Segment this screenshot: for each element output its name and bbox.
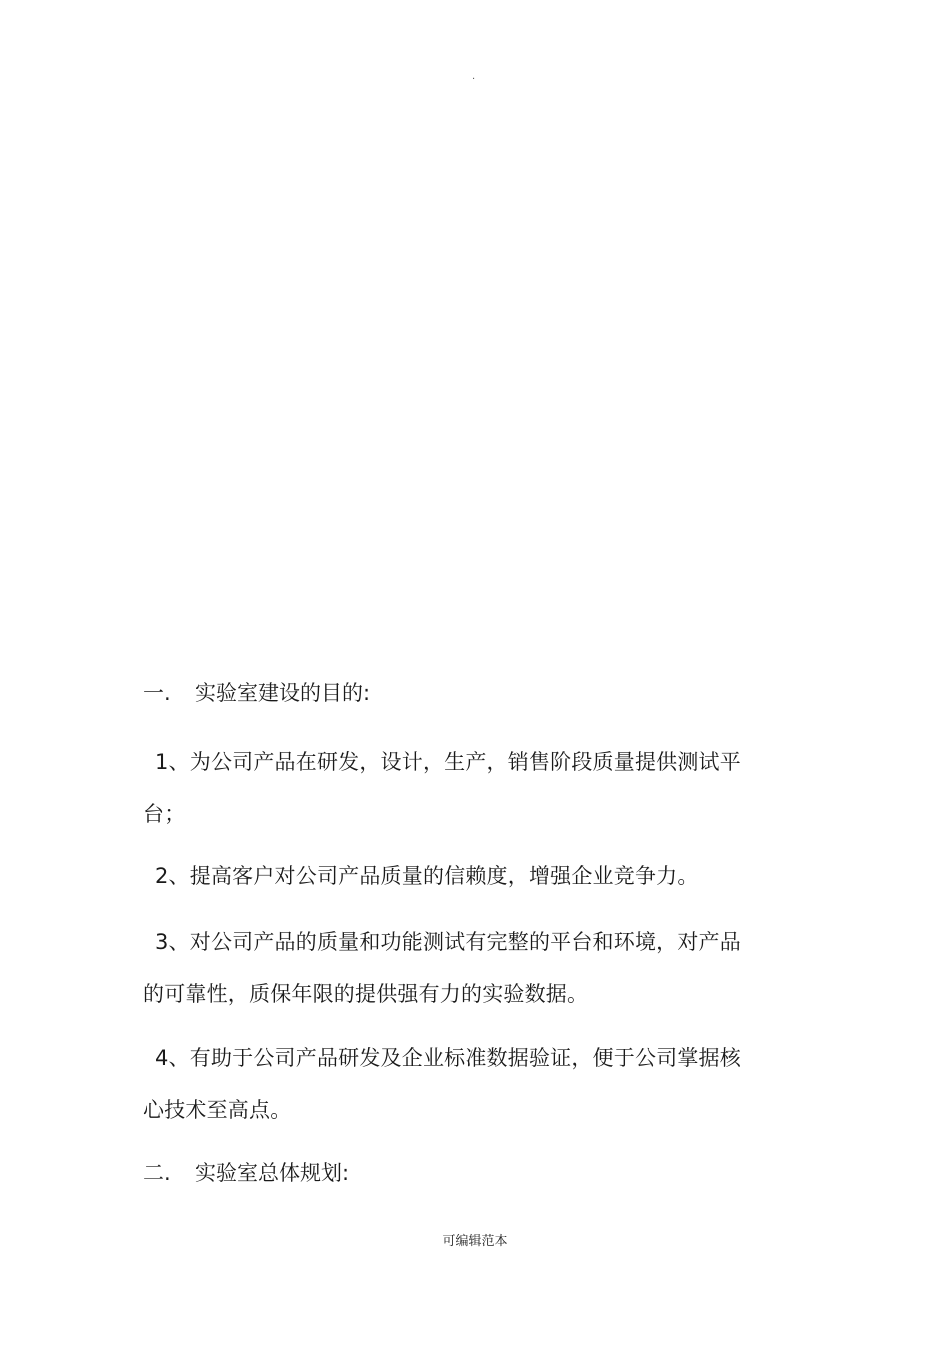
section-number: 一. [143, 681, 171, 705]
section-title: 实验室建设的目的: [195, 681, 371, 705]
list-item: 4、有助于公司产品研发及企业标准数据验证，便于公司掌据核心技术至高点。 [143, 1046, 741, 1122]
section-heading-1 [143, 678, 370, 708]
section-number: 二. [143, 1161, 171, 1185]
section-heading-2 [143, 1158, 349, 1188]
list-item: 1、为公司产品在研发，设计，生产，销售阶段质量提供测试平台； [143, 750, 741, 826]
header-dot-mark: . [472, 71, 476, 82]
page-footer: 可编辑范本 [442, 1234, 508, 1249]
section-title: 实验室总体规划: [195, 1161, 350, 1185]
list-item: 2、提高客户对公司产品质量的信赖度，增强企业竞争力。 [155, 864, 699, 888]
list-item: 3、对公司产品的质量和功能测试有完整的平台和环境，对产品的可靠性，质保年限的提供强有力的实验数据。 [143, 930, 741, 1006]
